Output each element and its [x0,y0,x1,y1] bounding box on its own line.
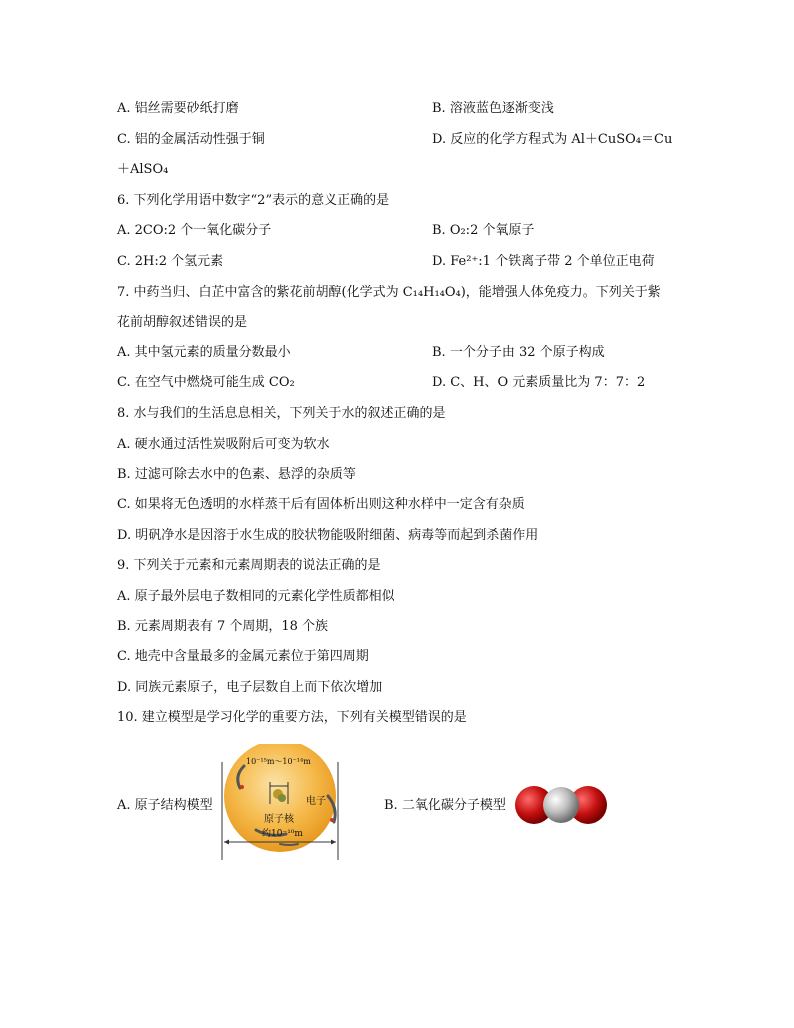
carbon-atom [543,787,579,823]
q6-option-d: D. Fe²⁺:1 个铁离子带 2 个单位正电荷 [432,254,655,269]
q9-option-a: A. 原子最外层电子数相同的元素化学性质都相似 [117,589,395,604]
q7-option-c: C. 在空气中燃烧可能生成 CO₂ [117,375,295,390]
q6-option-c: C. 2H:2 个氢元素 [117,254,224,269]
electron [330,818,334,822]
electron-label: 电子 [306,796,326,807]
q8-option-b: B. 过滤可除去水中的色素、悬浮的杂质等 [117,467,356,482]
q6-option-b: B. O₂:2 个氧原子 [432,223,535,238]
q6-stem: 6. 下列化学用语中数字“2”表示的意义正确的是 [117,193,390,208]
q5-option-a: A. 铝丝需要砂纸打磨 [117,101,239,116]
atom-structure-model [216,744,346,862]
nucleus-label: 原子核 [264,814,294,825]
electron [240,785,244,789]
q5-option-b: B. 溶液蓝色逐渐变浅 [432,101,554,116]
q8-option-c: C. 如果将无色透明的水样蒸干后有固体析出则这种水样中一定含有杂质 [117,497,525,512]
q6-option-a: A. 2CO:2 个一氧化碳分子 [117,223,272,238]
q7-option-d: D. C、H、O 元素质量比为 7：7：2 [432,375,646,390]
nucleus-size-label: 10⁻¹⁵m～10⁻¹⁴m [246,757,311,766]
atom-size-label: 约10⁻¹⁰m [262,829,303,839]
q10-stem: 10. 建立模型是学习化学的重要方法，下列有关模型错误的是 [117,710,467,725]
q5-option-c: C. 铝的金属活动性强于铜 [117,132,265,147]
q9-option-c: C. 地壳中含量最多的金属元素位于第四周期 [117,649,369,664]
co2-molecule-model [514,780,608,830]
q10-option-b-label: B. 二氧化碳分子模型 [384,798,506,813]
q9-option-b: B. 元素周期表有 7 个周期，18 个族 [117,619,329,634]
q5-option-d: D. 反应的化学方程式为 Al＋CuSO₄＝Cu [432,132,673,147]
q8-option-d: D. 明矾净水是因溶于水生成的胶状物能吸附细菌、病毒等而起到杀菌作用 [117,528,539,543]
q7-option-b: B. 一个分子由 32 个原子构成 [432,345,605,360]
electron-trail [280,844,298,845]
q8-stem: 8. 水与我们的生活息息相关，下列关于水的叙述正确的是 [117,406,446,421]
q7-stem-line1: 7. 中药当归、白芷中富含的紫花前胡醇(化学式为 C₁₄H₁₄O₄)，能增强人体免疫力。下列关于紫 [117,285,661,300]
q5-option-d-continued: ＋AlSO₄ [117,162,169,177]
q10-option-a-label: A. 原子结构模型 [117,798,213,813]
q9-option-d: D. 同族元素原子，电子层数自上而下依次增加 [117,680,383,695]
q7-option-a: A. 其中氢元素的质量分数最小 [117,345,291,360]
q8-option-a: A. 硬水通过活性炭吸附后可变为软水 [117,437,330,452]
q9-stem: 9. 下列关于元素和元素周期表的说法正确的是 [117,558,381,573]
q7-stem-line2: 花前胡醇叙述错误的是 [117,315,248,330]
